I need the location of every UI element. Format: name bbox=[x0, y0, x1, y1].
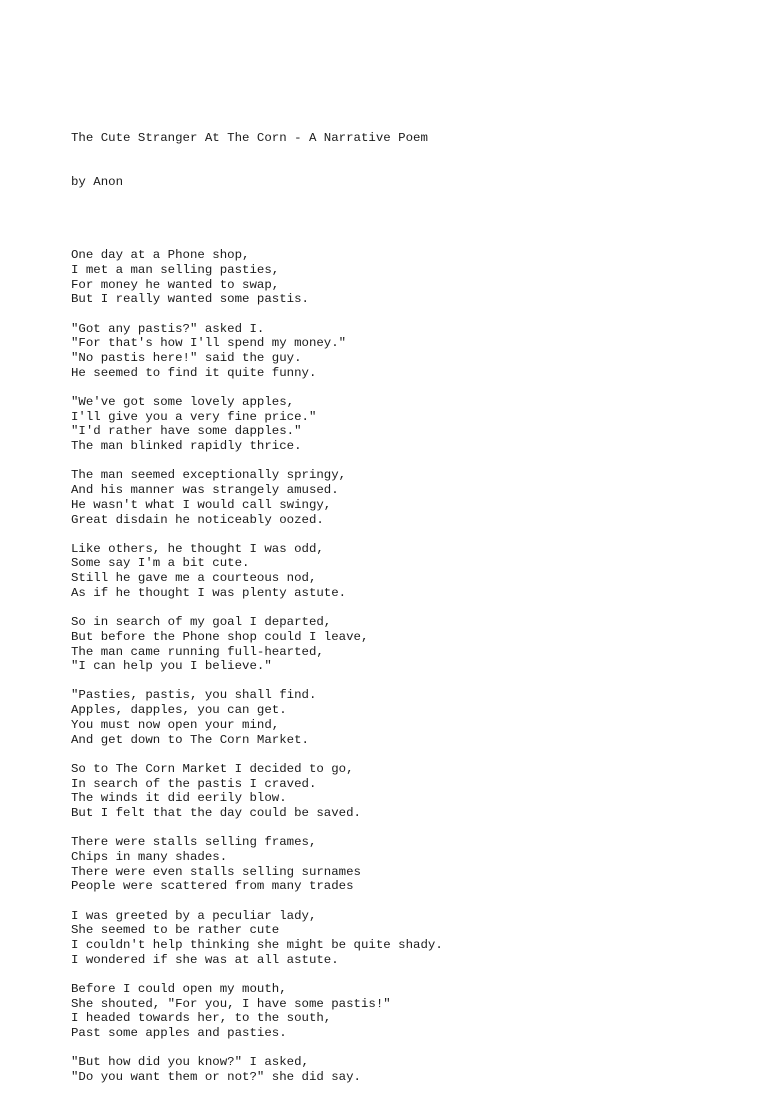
poem-line: People were scattered from many trades bbox=[71, 879, 354, 894]
poem-line: But I felt that the day could be saved. bbox=[71, 805, 361, 820]
poem-line: She shouted, "For you, I have some pastis!" bbox=[71, 996, 391, 1011]
poem-line: Past some apples and pasties. bbox=[71, 1025, 287, 1040]
poem-stanza bbox=[71, 835, 751, 894]
poem-line: I met a man selling pasties, bbox=[71, 263, 280, 278]
poem-line: I headed towards her, to the south, bbox=[71, 1011, 332, 1026]
poem-line: The winds it did eerily blow. bbox=[71, 791, 287, 806]
poem-line: Still he gave me a courteous nod, bbox=[71, 571, 317, 586]
poem-line: Some say I'm a bit cute. bbox=[71, 556, 250, 571]
poem-line: And his manner was strangely amused. bbox=[71, 483, 339, 498]
poem-line: Like others, he thought I was odd, bbox=[71, 541, 324, 556]
poem-stanza bbox=[71, 248, 751, 307]
poem-line: I wondered if she was at all astute. bbox=[71, 952, 339, 967]
poem-line: "But how did you know?" I asked, bbox=[71, 1055, 309, 1070]
poem-line: "We've got some lovely apples, bbox=[71, 395, 295, 410]
poem-line: So in search of my goal I departed, bbox=[71, 615, 332, 630]
poem-line: Great disdain he noticeably oozed. bbox=[71, 512, 324, 527]
poem-line: He seemed to find it quite funny. bbox=[71, 365, 317, 380]
poem-line: "I'd rather have some dapples." bbox=[71, 424, 302, 439]
document-page bbox=[71, 72, 751, 1099]
poem-line: I was greeted by a peculiar lady, bbox=[71, 908, 317, 923]
poem-line: "Do you want them or not?" she did say. bbox=[71, 1069, 361, 1084]
poem-line: So to The Corn Market I decided to go, bbox=[71, 761, 354, 776]
poem-line: There were stalls selling frames, bbox=[71, 835, 317, 850]
poem-line: But I really wanted some pastis. bbox=[71, 292, 309, 307]
poem-stanza bbox=[71, 542, 751, 601]
poem-line: In search of the pastis I craved. bbox=[71, 776, 317, 791]
poem-line: But before the Phone shop could I leave, bbox=[71, 629, 369, 644]
poem-line: "I can help you I believe." bbox=[71, 659, 272, 674]
poem-stanza bbox=[71, 615, 751, 674]
poem-header bbox=[71, 101, 751, 219]
poem-author: by Anon bbox=[71, 174, 124, 189]
poem-stanza bbox=[71, 982, 751, 1041]
poem-stanza bbox=[71, 688, 751, 747]
poem-line: The man came running full-hearted, bbox=[71, 644, 324, 659]
poem-body bbox=[71, 248, 751, 1084]
poem-line: "Got any pastis?" asked I. bbox=[71, 321, 265, 336]
poem-stanza bbox=[71, 909, 751, 968]
poem-line: Chips in many shades. bbox=[71, 849, 228, 864]
poem-stanza bbox=[71, 322, 751, 381]
poem-line: She seemed to be rather cute bbox=[71, 923, 280, 938]
poem-stanza bbox=[71, 468, 751, 527]
poem-line: Apples, dapples, you can get. bbox=[71, 703, 287, 718]
poem-line: As if he thought I was plenty astute. bbox=[71, 585, 347, 600]
poem-line: The man seemed exceptionally springy, bbox=[71, 468, 347, 483]
poem-title: The Cute Stranger At The Corn - A Narrative Poem bbox=[71, 130, 428, 145]
poem-stanza bbox=[71, 1055, 751, 1084]
poem-line: I couldn't help thinking she might be quite shady. bbox=[71, 937, 443, 952]
poem-line: And get down to The Corn Market. bbox=[71, 732, 309, 747]
poem-line: I'll give you a very fine price." bbox=[71, 409, 317, 424]
poem-line: He wasn't what I would call swingy, bbox=[71, 497, 332, 512]
poem-line: "No pastis here!" said the guy. bbox=[71, 351, 302, 366]
poem-line: The man blinked rapidly thrice. bbox=[71, 439, 302, 454]
poem-line: You must now open your mind, bbox=[71, 717, 280, 732]
poem-line: "For that's how I'll spend my money." bbox=[71, 336, 347, 351]
poem-line: For money he wanted to swap, bbox=[71, 277, 280, 292]
poem-stanza bbox=[71, 762, 751, 821]
poem-line: "Pasties, pastis, you shall find. bbox=[71, 688, 317, 703]
poem-line: Before I could open my mouth, bbox=[71, 981, 287, 996]
poem-stanza bbox=[71, 395, 751, 454]
poem-line: There were even stalls selling surnames bbox=[71, 864, 361, 879]
poem-line: One day at a Phone shop, bbox=[71, 248, 250, 263]
